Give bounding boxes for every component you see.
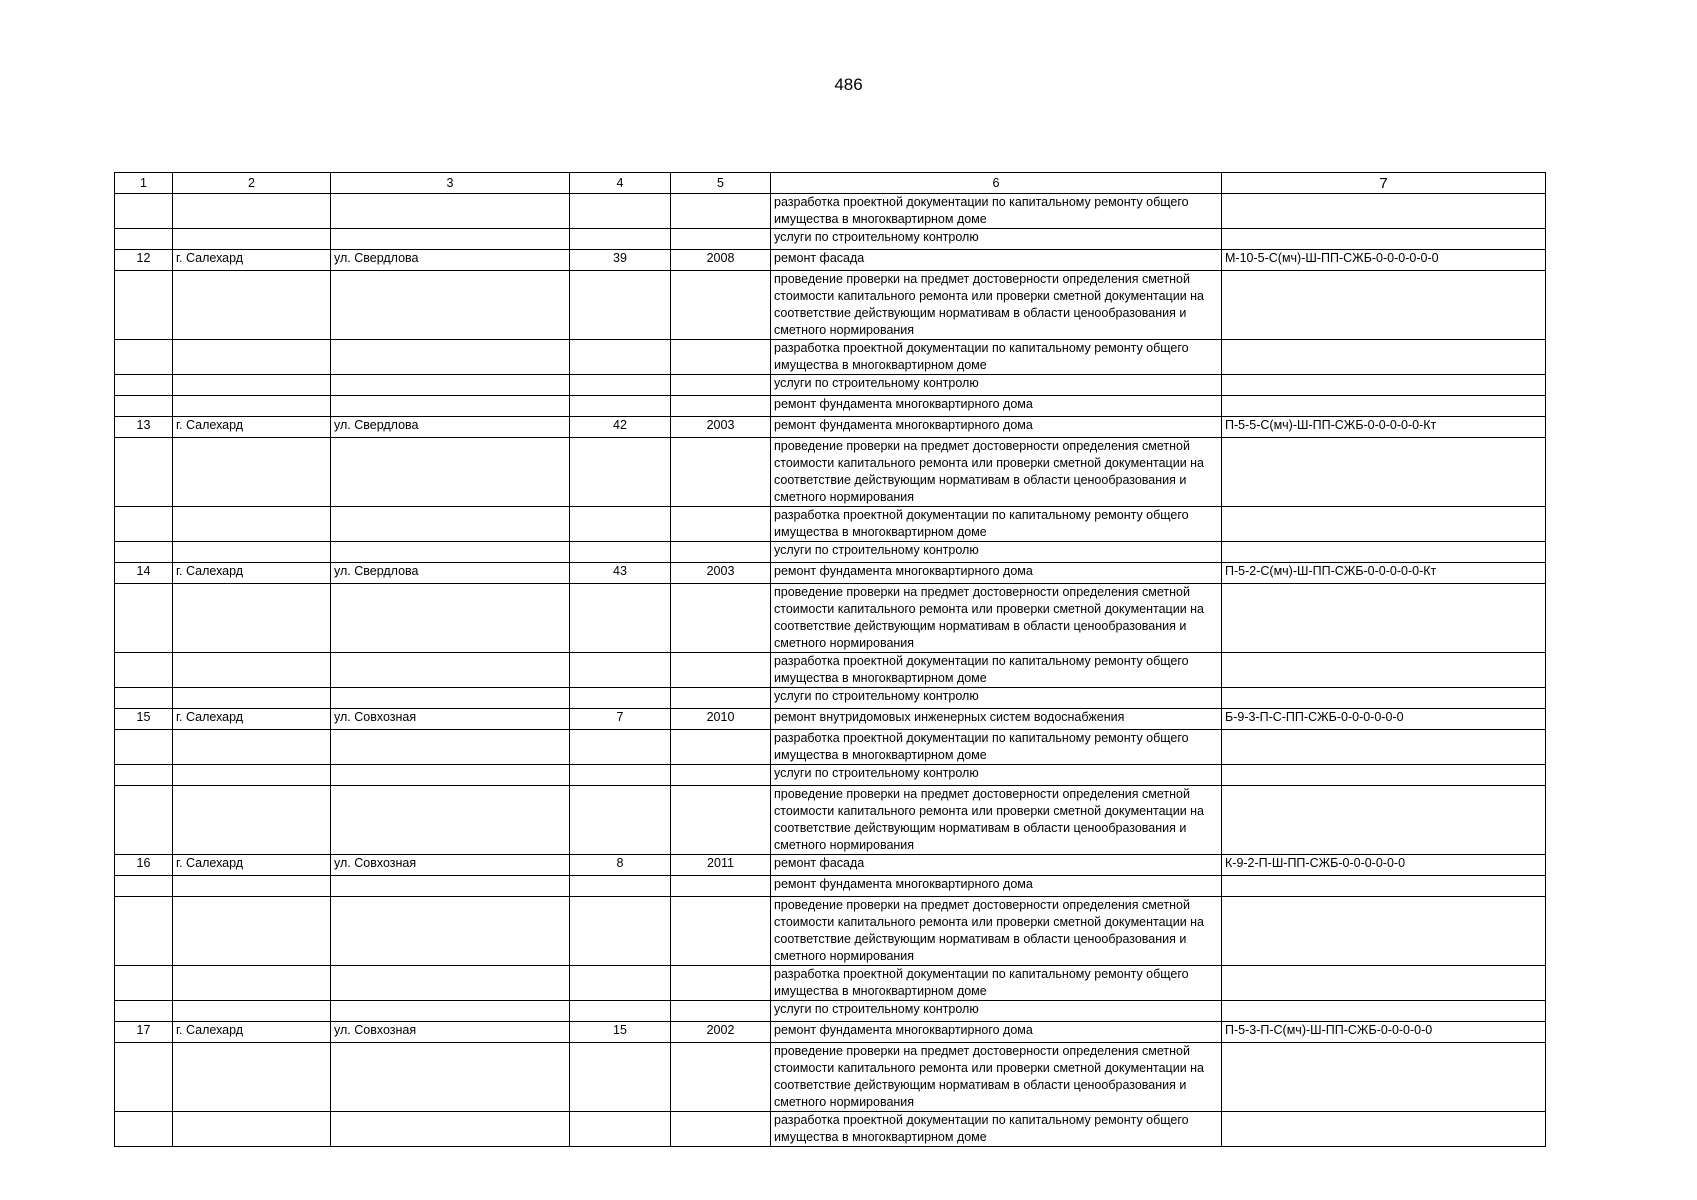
house-number-cell xyxy=(570,1112,671,1147)
building-code-cell: Б-9-3-П-С-ПП-СЖБ-0-0-0-0-0-0 xyxy=(1222,709,1546,730)
year-built-cell: 2011 xyxy=(671,855,771,876)
year-built-cell xyxy=(671,271,771,340)
building-code-cell xyxy=(1222,542,1546,563)
year-built-cell xyxy=(671,688,771,709)
city-cell xyxy=(173,375,331,396)
house-number-cell: 42 xyxy=(570,417,671,438)
year-built-cell: 2008 xyxy=(671,250,771,271)
table-row xyxy=(115,653,1546,688)
row-number xyxy=(115,653,173,688)
building-code-cell xyxy=(1222,1112,1546,1147)
city-cell: г. Салехард xyxy=(173,417,331,438)
street-cell xyxy=(331,786,570,855)
work-type-cell: услуги по строительному контролю xyxy=(771,765,1222,786)
city-cell xyxy=(173,786,331,855)
work-type-cell: разработка проектной документации по капитальному ремонту общего имущества в многоквартирном доме xyxy=(771,340,1222,375)
table-row xyxy=(115,897,1546,966)
street-cell xyxy=(331,1112,570,1147)
year-built-cell xyxy=(671,340,771,375)
row-number xyxy=(115,688,173,709)
year-built-cell xyxy=(671,375,771,396)
column-header-7: 7 xyxy=(1222,173,1546,194)
street-cell: ул. Совхозная xyxy=(331,855,570,876)
street-cell xyxy=(331,542,570,563)
building-code-cell xyxy=(1222,897,1546,966)
building-code-cell xyxy=(1222,396,1546,417)
row-number xyxy=(115,876,173,897)
house-number-cell xyxy=(570,688,671,709)
row-number: 15 xyxy=(115,709,173,730)
house-number-cell xyxy=(570,786,671,855)
street-cell: ул. Совхозная xyxy=(331,1022,570,1043)
work-type-cell: ремонт фундамента многоквартирного дома xyxy=(771,417,1222,438)
row-number xyxy=(115,765,173,786)
table-row xyxy=(115,876,1546,897)
city-cell xyxy=(173,1043,331,1112)
year-built-cell: 2003 xyxy=(671,417,771,438)
table-row xyxy=(115,271,1546,340)
city-cell xyxy=(173,876,331,897)
work-type-cell: услуги по строительному контролю xyxy=(771,229,1222,250)
work-type-cell: ремонт фундамента многоквартирного дома xyxy=(771,876,1222,897)
table-row xyxy=(115,396,1546,417)
house-number-cell xyxy=(570,340,671,375)
work-type-cell: ремонт фасада xyxy=(771,855,1222,876)
city-cell xyxy=(173,765,331,786)
table-row xyxy=(115,250,1546,271)
street-cell xyxy=(331,1043,570,1112)
city-cell xyxy=(173,271,331,340)
work-type-cell: разработка проектной документации по капитальному ремонту общего имущества в многоквартирном доме xyxy=(771,507,1222,542)
table-row xyxy=(115,1043,1546,1112)
street-cell xyxy=(331,876,570,897)
year-built-cell xyxy=(671,765,771,786)
street-cell xyxy=(331,584,570,653)
street-cell: ул. Свердлова xyxy=(331,563,570,584)
building-code-cell: П-5-5-С(мч)-Ш-ПП-СЖБ-0-0-0-0-0-Кт xyxy=(1222,417,1546,438)
city-cell xyxy=(173,229,331,250)
year-built-cell xyxy=(671,1112,771,1147)
street-cell xyxy=(331,194,570,229)
table-row xyxy=(115,229,1546,250)
city-cell xyxy=(173,966,331,1001)
work-type-cell: проведение проверки на предмет достоверности определения сметной стоимости капитального ремонта или проверки сметной документации на соответствие действующим нормативам в области ценообразования и сметного нормирования xyxy=(771,438,1222,507)
column-header-6: 6 xyxy=(771,173,1222,194)
year-built-cell xyxy=(671,1001,771,1022)
table-row xyxy=(115,438,1546,507)
house-number-cell xyxy=(570,194,671,229)
street-cell xyxy=(331,438,570,507)
row-number xyxy=(115,340,173,375)
street-cell xyxy=(331,507,570,542)
street-cell xyxy=(331,966,570,1001)
work-type-cell: проведение проверки на предмет достоверности определения сметной стоимости капитального ремонта или проверки сметной документации на соответствие действующим нормативам в области ценообразования и сметного нормирования xyxy=(771,584,1222,653)
house-number-cell: 15 xyxy=(570,1022,671,1043)
city-cell: г. Салехард xyxy=(173,709,331,730)
year-built-cell xyxy=(671,730,771,765)
building-code-cell xyxy=(1222,584,1546,653)
year-built-cell xyxy=(671,897,771,966)
year-built-cell xyxy=(671,584,771,653)
row-number xyxy=(115,375,173,396)
street-cell xyxy=(331,688,570,709)
table-row xyxy=(115,786,1546,855)
row-number: 13 xyxy=(115,417,173,438)
table-row xyxy=(115,855,1546,876)
house-number-cell xyxy=(570,876,671,897)
house-number-cell: 43 xyxy=(570,563,671,584)
work-type-cell: проведение проверки на предмет достоверности определения сметной стоимости капитального ремонта или проверки сметной документации на соответствие действующим нормативам в области ценообразования и сметного нормирования xyxy=(771,271,1222,340)
year-built-cell xyxy=(671,1043,771,1112)
house-number-cell xyxy=(570,542,671,563)
house-number-cell xyxy=(570,1043,671,1112)
year-built-cell: 2010 xyxy=(671,709,771,730)
city-cell xyxy=(173,897,331,966)
house-number-cell: 8 xyxy=(570,855,671,876)
building-code-cell xyxy=(1222,876,1546,897)
table-row xyxy=(115,730,1546,765)
building-code-cell: К-9-2-П-Ш-ПП-СЖБ-0-0-0-0-0-0 xyxy=(1222,855,1546,876)
table-row xyxy=(115,709,1546,730)
table-row xyxy=(115,688,1546,709)
house-number-cell xyxy=(570,1001,671,1022)
street-cell xyxy=(331,653,570,688)
row-number xyxy=(115,584,173,653)
row-number xyxy=(115,229,173,250)
row-number xyxy=(115,1001,173,1022)
street-cell xyxy=(331,271,570,340)
work-type-cell: услуги по строительному контролю xyxy=(771,542,1222,563)
building-code-cell: П-5-2-С(мч)-Ш-ПП-СЖБ-0-0-0-0-0-Кт xyxy=(1222,563,1546,584)
table-row xyxy=(115,563,1546,584)
city-cell xyxy=(173,542,331,563)
city-cell xyxy=(173,584,331,653)
city-cell: г. Салехард xyxy=(173,250,331,271)
building-code-cell xyxy=(1222,653,1546,688)
year-built-cell xyxy=(671,966,771,1001)
building-code-cell xyxy=(1222,340,1546,375)
building-code-cell: М-10-5-С(мч)-Ш-ПП-СЖБ-0-0-0-0-0-0 xyxy=(1222,250,1546,271)
table-row xyxy=(115,765,1546,786)
building-code-cell: П-5-3-П-С(мч)-Ш-ПП-СЖБ-0-0-0-0-0 xyxy=(1222,1022,1546,1043)
city-cell xyxy=(173,688,331,709)
work-type-cell: ремонт фасада xyxy=(771,250,1222,271)
work-schedule-table xyxy=(114,172,1546,1147)
work-type-cell: ремонт фундамента многоквартирного дома xyxy=(771,1022,1222,1043)
house-number-cell xyxy=(570,438,671,507)
table-row xyxy=(115,417,1546,438)
row-number xyxy=(115,786,173,855)
work-type-cell: разработка проектной документации по капитальному ремонту общего имущества в многоквартирном доме xyxy=(771,1112,1222,1147)
table-row xyxy=(115,194,1546,229)
street-cell xyxy=(331,765,570,786)
table-row xyxy=(115,584,1546,653)
work-type-cell: разработка проектной документации по капитальному ремонту общего имущества в многоквартирном доме xyxy=(771,966,1222,1001)
house-number-cell xyxy=(570,396,671,417)
table-header-row xyxy=(115,173,1546,194)
row-number xyxy=(115,730,173,765)
column-header-1: 1 xyxy=(115,173,173,194)
city-cell xyxy=(173,730,331,765)
building-code-cell xyxy=(1222,229,1546,250)
work-type-cell: ремонт фундамента многоквартирного дома xyxy=(771,396,1222,417)
city-cell xyxy=(173,1001,331,1022)
work-type-cell: проведение проверки на предмет достоверности определения сметной стоимости капитального ремонта или проверки сметной документации на соответствие действующим нормативам в области ценообразования и сметного нормирования xyxy=(771,1043,1222,1112)
building-code-cell xyxy=(1222,765,1546,786)
work-type-cell: проведение проверки на предмет достоверности определения сметной стоимости капитального ремонта или проверки сметной документации на соответствие действующим нормативам в области ценообразования и сметного нормирования xyxy=(771,786,1222,855)
work-type-cell: разработка проектной документации по капитальному ремонту общего имущества в многоквартирном доме xyxy=(771,730,1222,765)
table-row xyxy=(115,966,1546,1001)
column-header-5: 5 xyxy=(671,173,771,194)
house-number-cell xyxy=(570,375,671,396)
house-number-cell xyxy=(570,730,671,765)
building-code-cell xyxy=(1222,1001,1546,1022)
city-cell xyxy=(173,194,331,229)
city-cell xyxy=(173,438,331,507)
work-type-cell: услуги по строительному контролю xyxy=(771,1001,1222,1022)
row-number xyxy=(115,194,173,229)
row-number xyxy=(115,507,173,542)
year-built-cell: 2002 xyxy=(671,1022,771,1043)
row-number: 17 xyxy=(115,1022,173,1043)
table-row xyxy=(115,1022,1546,1043)
city-cell xyxy=(173,653,331,688)
year-built-cell xyxy=(671,507,771,542)
street-cell xyxy=(331,897,570,966)
street-cell xyxy=(331,396,570,417)
building-code-cell xyxy=(1222,271,1546,340)
row-number xyxy=(115,396,173,417)
row-number: 16 xyxy=(115,855,173,876)
year-built-cell xyxy=(671,194,771,229)
house-number-cell xyxy=(570,966,671,1001)
work-type-cell: ремонт внутридомовых инженерных систем водоснабжения xyxy=(771,709,1222,730)
work-type-cell: проведение проверки на предмет достоверности определения сметной стоимости капитального ремонта или проверки сметной документации на соответствие действующим нормативам в области ценообразования и сметного нормирования xyxy=(771,897,1222,966)
building-code-cell xyxy=(1222,688,1546,709)
row-number xyxy=(115,542,173,563)
work-type-cell: разработка проектной документации по капитальному ремонту общего имущества в многоквартирном доме xyxy=(771,194,1222,229)
year-built-cell xyxy=(671,876,771,897)
table-row xyxy=(115,340,1546,375)
house-number-cell xyxy=(570,229,671,250)
building-code-cell xyxy=(1222,730,1546,765)
work-type-cell: ремонт фундамента многоквартирного дома xyxy=(771,563,1222,584)
house-number-cell xyxy=(570,653,671,688)
row-number: 12 xyxy=(115,250,173,271)
work-type-cell: услуги по строительному контролю xyxy=(771,688,1222,709)
column-header-2: 2 xyxy=(173,173,331,194)
building-code-cell xyxy=(1222,375,1546,396)
table-row xyxy=(115,375,1546,396)
city-cell xyxy=(173,340,331,375)
street-cell xyxy=(331,730,570,765)
row-number xyxy=(115,1112,173,1147)
year-built-cell xyxy=(671,542,771,563)
house-number-cell xyxy=(570,507,671,542)
table-row xyxy=(115,507,1546,542)
city-cell: г. Салехард xyxy=(173,855,331,876)
page-number: 486 xyxy=(834,75,863,94)
table-row xyxy=(115,542,1546,563)
year-built-cell xyxy=(671,396,771,417)
street-cell xyxy=(331,1001,570,1022)
street-cell: ул. Совхозная xyxy=(331,709,570,730)
row-number xyxy=(115,1043,173,1112)
house-number-cell xyxy=(570,271,671,340)
year-built-cell xyxy=(671,229,771,250)
work-type-cell: услуги по строительному контролю xyxy=(771,375,1222,396)
row-number: 14 xyxy=(115,563,173,584)
building-code-cell xyxy=(1222,1043,1546,1112)
street-cell xyxy=(331,229,570,250)
street-cell: ул. Свердлова xyxy=(331,250,570,271)
year-built-cell xyxy=(671,438,771,507)
table-row xyxy=(115,1001,1546,1022)
year-built-cell: 2003 xyxy=(671,563,771,584)
city-cell: г. Салехард xyxy=(173,563,331,584)
year-built-cell xyxy=(671,653,771,688)
city-cell xyxy=(173,507,331,542)
building-code-cell xyxy=(1222,966,1546,1001)
house-number-cell xyxy=(570,897,671,966)
column-header-3: 3 xyxy=(331,173,570,194)
work-type-cell: разработка проектной документации по капитальному ремонту общего имущества в многоквартирном доме xyxy=(771,653,1222,688)
city-cell xyxy=(173,1112,331,1147)
row-number xyxy=(115,897,173,966)
year-built-cell xyxy=(671,786,771,855)
house-number-cell xyxy=(570,765,671,786)
city-cell xyxy=(173,396,331,417)
building-code-cell xyxy=(1222,194,1546,229)
building-code-cell xyxy=(1222,507,1546,542)
building-code-cell xyxy=(1222,438,1546,507)
building-code-cell xyxy=(1222,786,1546,855)
row-number xyxy=(115,438,173,507)
house-number-cell xyxy=(570,584,671,653)
table-body xyxy=(115,173,1546,1147)
column-header-4: 4 xyxy=(570,173,671,194)
city-cell: г. Салехард xyxy=(173,1022,331,1043)
table-row xyxy=(115,1112,1546,1147)
street-cell xyxy=(331,340,570,375)
row-number xyxy=(115,271,173,340)
street-cell: ул. Свердлова xyxy=(331,417,570,438)
house-number-cell: 39 xyxy=(570,250,671,271)
street-cell xyxy=(331,375,570,396)
house-number-cell: 7 xyxy=(570,709,671,730)
row-number xyxy=(115,966,173,1001)
